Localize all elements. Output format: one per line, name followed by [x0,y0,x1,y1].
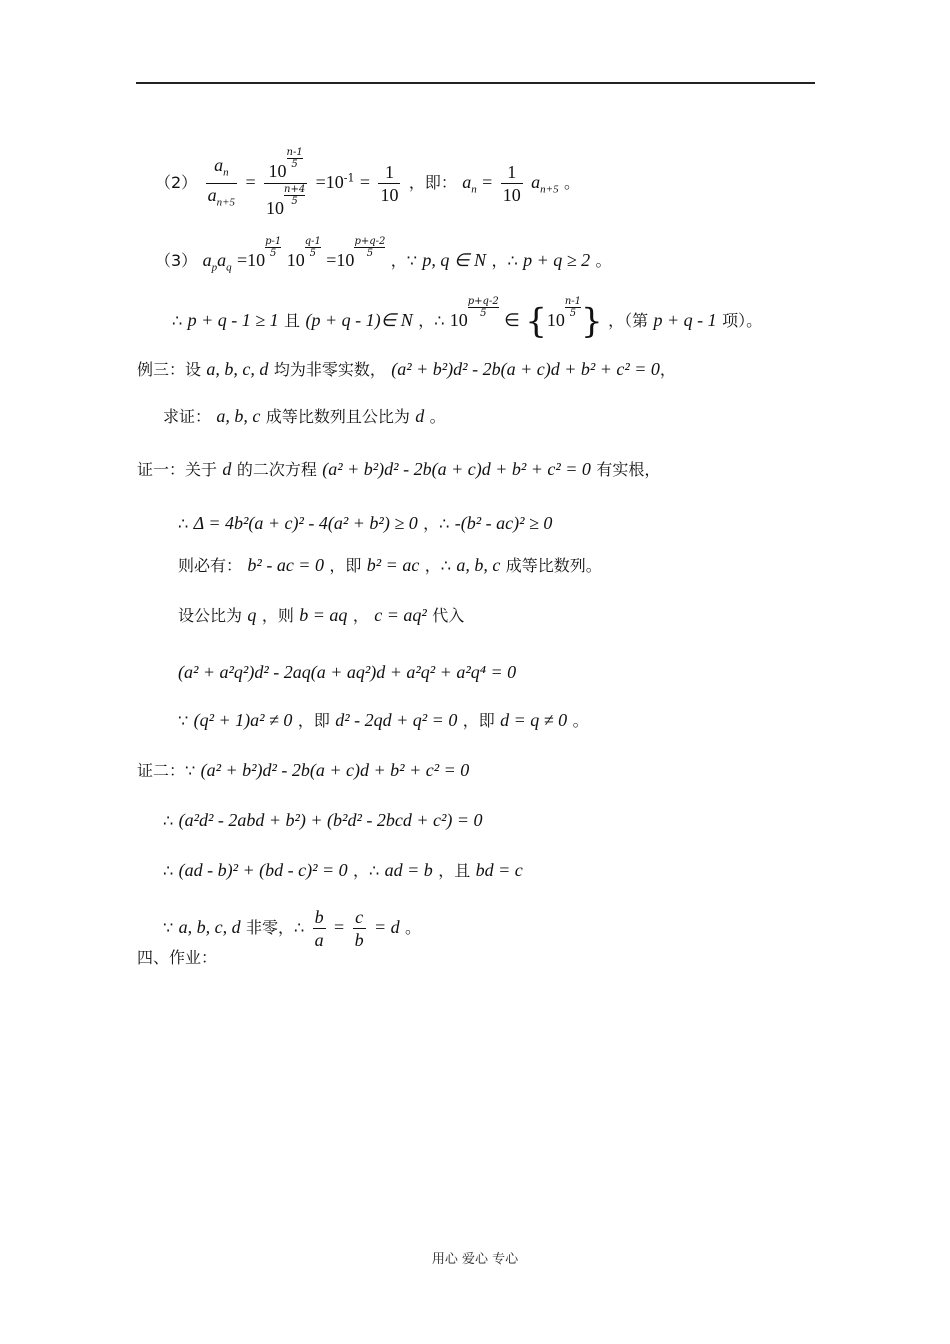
fraction-b-a: $\frac{b}{a}$ [314,907,324,950]
proof-1-discriminant: ∴ Δ = 4b²(a + c)² - 4(a² + b²) ≥ 0 ，∴ -(b² - ac)² ≥ 0 [178,513,553,533]
page-footer: 用心 爱心 专心 [431,1252,519,1267]
fraction-an-an5: $\frac{a_n}{a_{n+5}}$ [207,154,236,209]
item-label: （3） [155,251,198,270]
fraction-c-b: $\frac{c}{b}$ [354,907,364,950]
proof-2-expansion: ∴ (a²d² - 2abd + b²) + (b²d² - 2bcd + c²) = 0 [163,810,483,830]
proof-2-conclusion: ∵ a, b, c, d 非零，∴ $\frac{b}{a}$ = $\frac{c}{b}$ = d 。 [163,907,422,950]
example-3: 例三：设 a, b, c, d 均为非零实数， (a² + b²)d² - 2b(a + c)d + b² + c² = 0， [137,359,676,379]
fraction-one-ten-2: $\frac{1}{10}$ [502,162,521,205]
item-label: （2） [155,173,198,192]
fraction-powers: 10 $\frac{n-1}{5}$ 10 $\frac{n+4}{5}$ [266,147,306,218]
formula-line-3: （3） $a_pa_q =10$ $\frac{p-1}{5}$ 10 $\frac{q-1}{5}$ =10 $\frac{p+q-2}{5}$ ，∵ p, q ∈ N ，∴ p + q ≥ 2 。 [155,236,612,274]
formula-line-2: （2） $\frac{a_n}{a_{n+5}}$ = 10 $\frac{n-1}{5}$ 10 $\frac{n+4}{5}$ $=10^{-1}$ = $\frac{1}{10}$ ，即： $a_n$ = $\frac{1}{10}$ $a_{n+5}$ 。 [155,147,580,218]
prove-statement: 求证： a, b, c 成等比数列且公比为 d 。 [163,406,446,426]
proof-1-heading: 证一：关于 d 的二次方程 (a² + b²)d² - 2b(a + c)d + b² + c² = 0 有实根， [137,459,661,479]
proof-1-final: ∵ (q² + 1)a² ≠ 0 ，即 d² - 2qd + q² = 0 ，即 d = q ≠ 0 。 [178,710,589,730]
proof-2-heading: 证二：∵ (a² + b²)d² - 2b(a + c)d + b² + c² = 0 [137,760,470,780]
example-label: 例三：设 [137,360,202,379]
proof-1-conclusion: 则必有： b² - ac = 0 ，即 b² = ac ，∴ a, b, c 成等比数列。 [178,555,602,575]
formula-line-3b: ∴ p + q - 1 ≥ 1 且 (p + q - 1)∈ N ，∴ 10 $\frac{p+q-2}{5}$ ∈ {10 $\frac{n-1}{5}$ } ，（第 p + q - 1 项）。 [172,296,763,342]
proof-2-squares: ∴ (ad - b)² + (bd - c)² = 0 ，∴ ad = b ，且 bd = c [163,860,523,880]
homework-heading: 四、作业： [137,948,218,967]
proof-1-substituted: (a² + a²q²)d² - 2aq(a + aq²)d + a²q² + a²q⁴ = 0 [178,662,517,682]
header-rule [136,82,815,84]
proof-1-ratio: 设公比为 q ，则 b = aq ， c = aq² 代入 [178,605,465,625]
fraction-one-ten: $\frac{1}{10}$ [380,162,399,205]
